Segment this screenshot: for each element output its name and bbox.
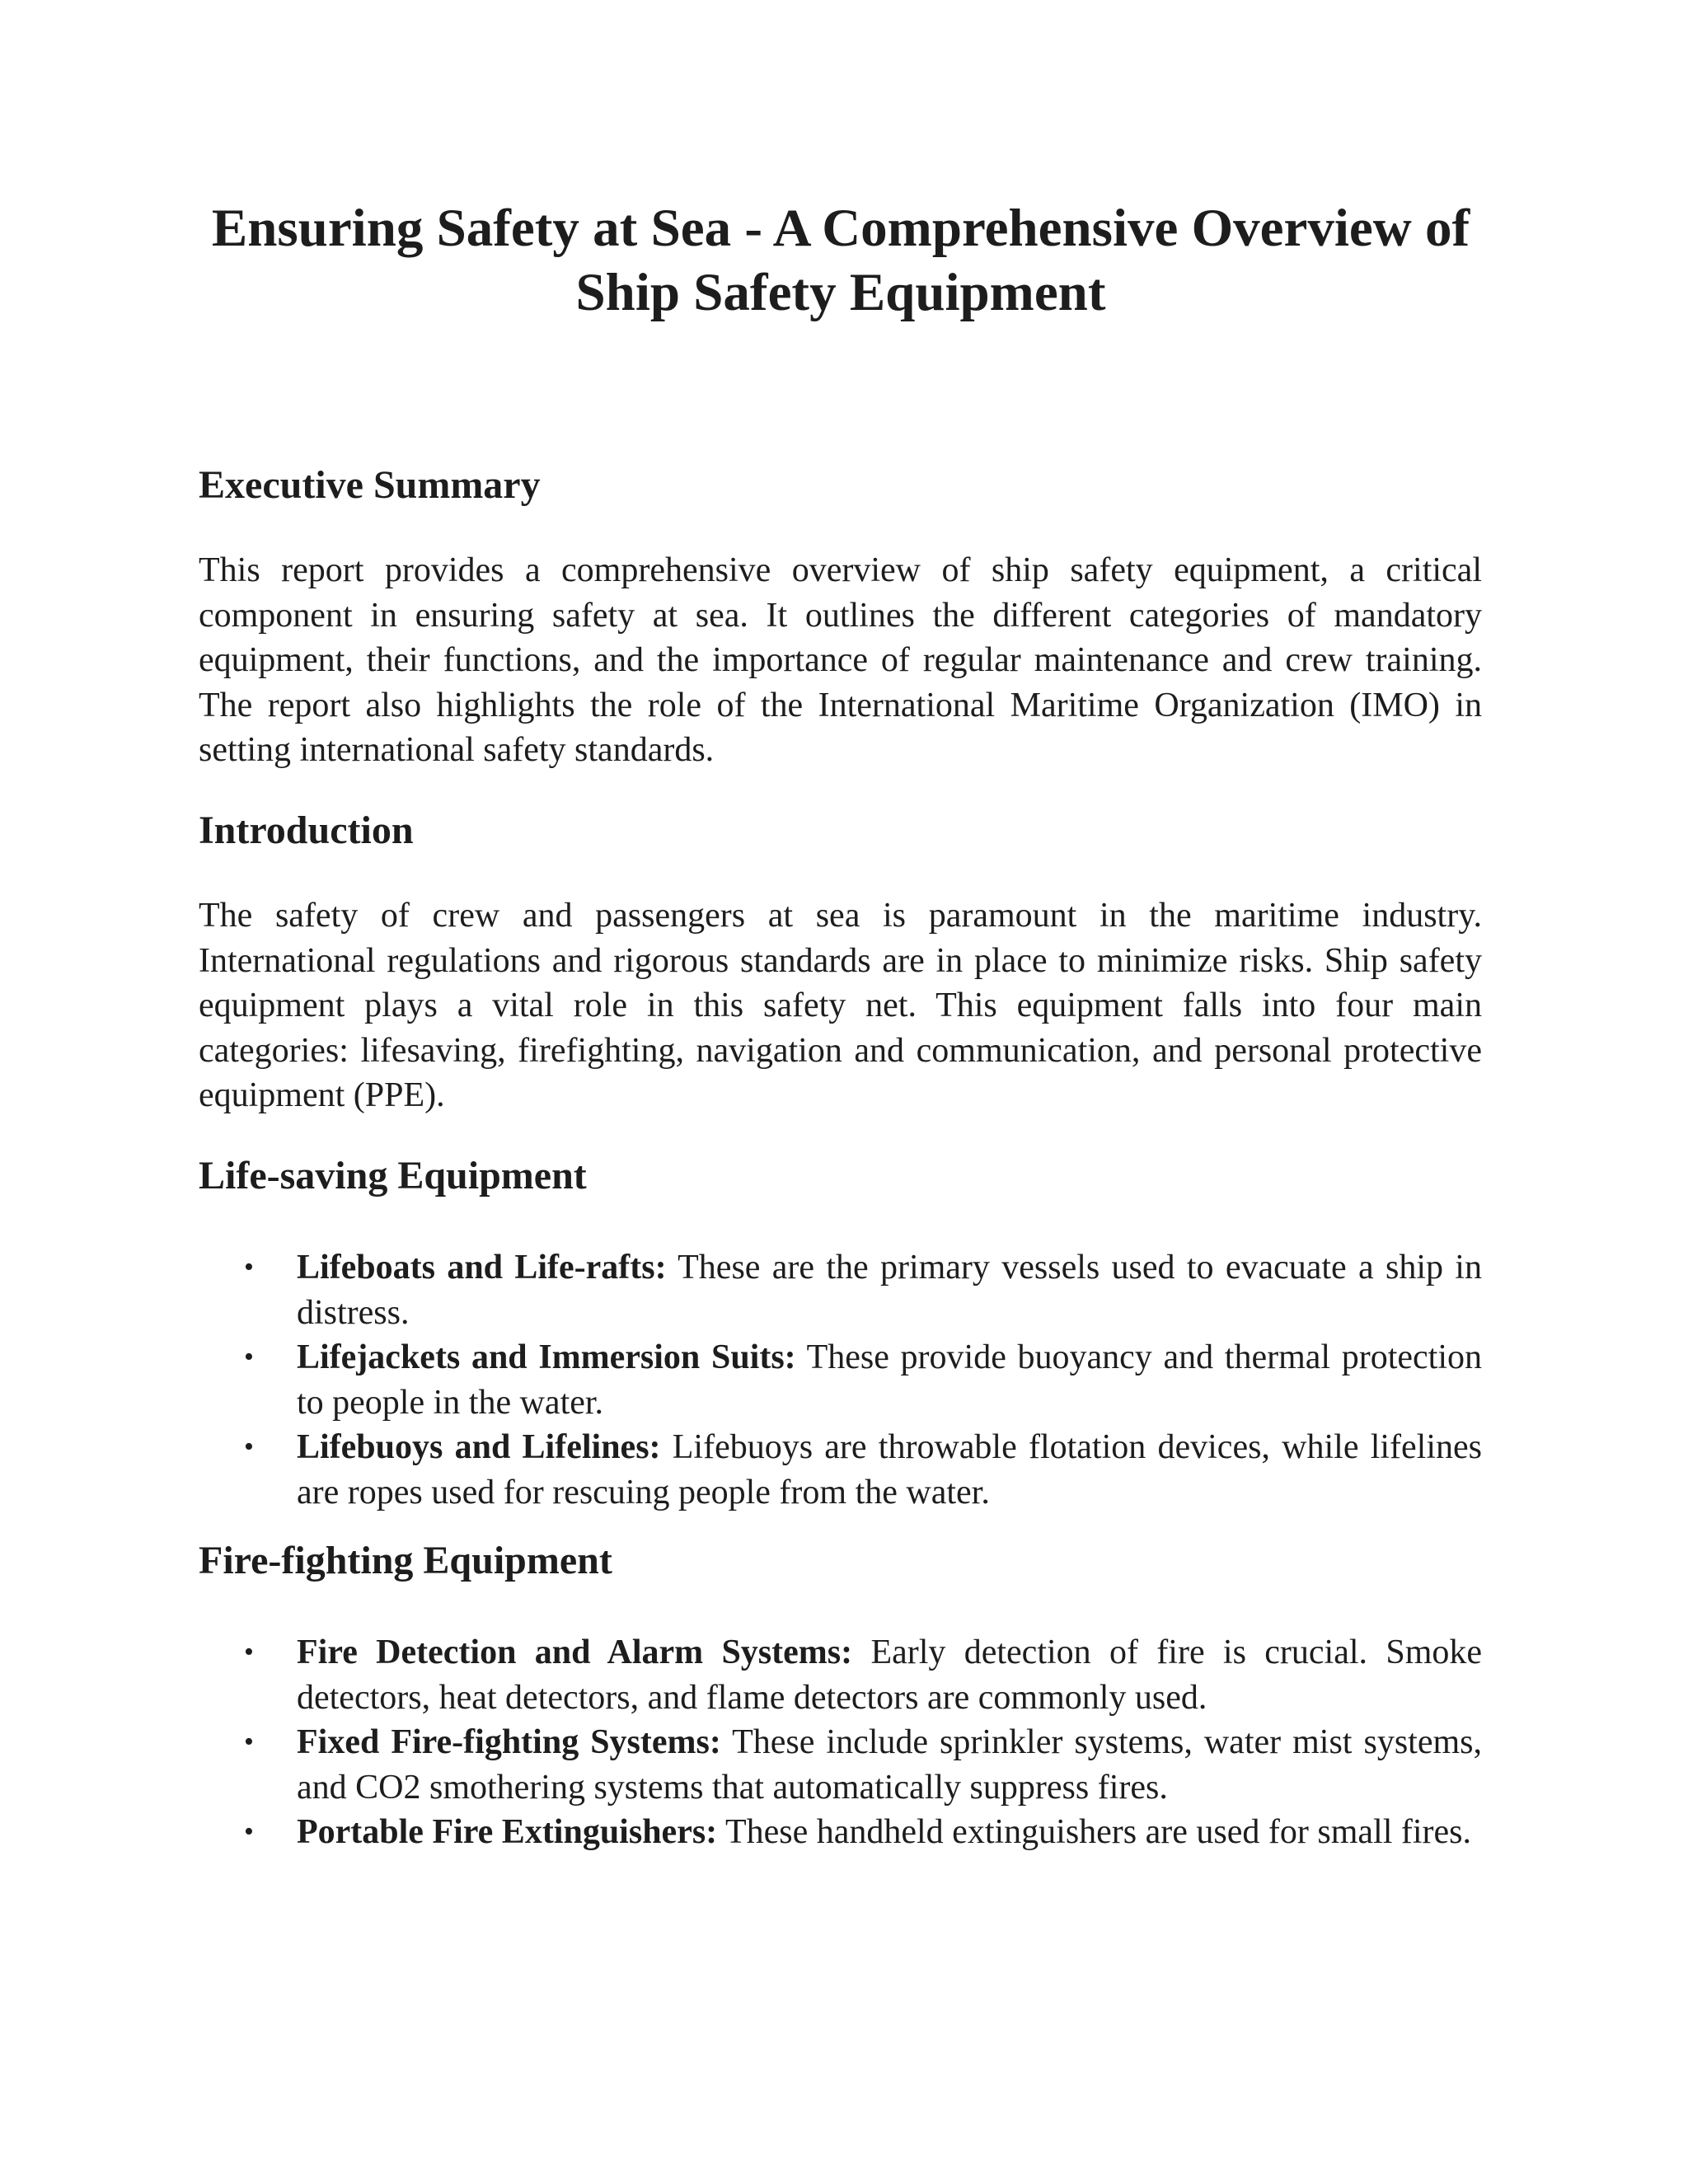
section-heading: Introduction	[199, 808, 414, 852]
list-item	[199, 1630, 1482, 1720]
list-item	[199, 1810, 1482, 1855]
bullet-icon: •	[244, 1432, 254, 1462]
section-fire-fighting-equipment	[199, 1537, 1482, 1855]
item-text: These include sprinkler systems, water mist systems, and CO2 smothering systems that automatically suppress fires.	[297, 1723, 1482, 1807]
section-introduction	[199, 807, 1482, 1118]
section-paragraph: The safety of crew and passengers at sea is paramount in the maritime industry. International regulations and rigorous standards are in place to minimize risks. Ship safety equipment plays a vital role in this safety net. This equipment falls into four main categories: lifesaving, firefighting, navigation and communication, and personal protective equipment (PPE).	[199, 897, 1482, 1114]
list-item	[199, 1720, 1482, 1810]
bullet-icon: •	[244, 1342, 254, 1372]
bullet-icon: •	[244, 1727, 254, 1757]
document-title: Ensuring Safety at Sea - A Comprehensive Overview of Ship Safety Equipment	[211, 199, 1470, 322]
item-term: Portable Fire Extinguishers:	[297, 1813, 718, 1851]
item-text: Lifebuoys are throwable flotation devices, while lifelines are ropes used for rescuing people from the water.	[297, 1428, 1482, 1511]
item-text: These provide buoyancy and thermal protection to people in the water.	[297, 1338, 1482, 1422]
item-term: Lifebuoys and Lifelines:	[297, 1428, 661, 1466]
list-item	[199, 1335, 1482, 1425]
item-term: Lifeboats and Life-rafts:	[297, 1249, 667, 1286]
section-executive-summary	[199, 462, 1482, 773]
section-life-saving-equipment	[199, 1152, 1482, 1515]
bullet-icon: •	[244, 1816, 254, 1847]
section-heading: Life-saving Equipment	[199, 1154, 587, 1197]
section-paragraph: This report provides a comprehensive overview of ship safety equipment, a critical component in ensuring safety at sea. It outlines the different categories of mandatory equipment, their functions, and the importance of regular maintenance and crew training. The report also highlights the role of the International Maritime Organization (IMO) in setting international safety standards.	[199, 551, 1482, 769]
bullet-icon: •	[244, 1637, 254, 1667]
section-heading: Executive Summary	[199, 463, 541, 507]
bullet-icon: •	[244, 1252, 254, 1282]
item-text: Early detection of fire is crucial. Smoke detectors, heat detectors, and flame detectors are commonly used.	[297, 1633, 1483, 1717]
item-text: These are the primary vessels used to evacuate a ship in distress.	[297, 1249, 1482, 1332]
item-term: Fixed Fire-fighting Systems:	[297, 1723, 721, 1761]
item-term: Fire Detection and Alarm Systems:	[297, 1633, 853, 1671]
item-term: Lifejackets and Immersion Suits:	[297, 1338, 796, 1376]
section-heading: Fire-fighting Equipment	[199, 1539, 612, 1582]
list-item	[199, 1425, 1482, 1515]
bullet-list	[199, 1630, 1482, 1855]
bullet-list	[199, 1245, 1482, 1515]
item-text: These handheld extinguishers are used for small fires.	[724, 1813, 1471, 1851]
list-item	[199, 1245, 1482, 1335]
